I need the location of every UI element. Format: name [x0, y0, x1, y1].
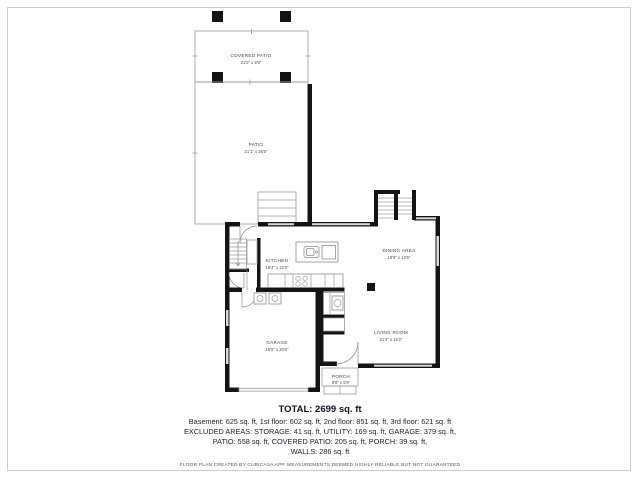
room-label-living-room: LIVING ROOM — [374, 330, 408, 335]
support-column — [367, 283, 375, 291]
exterior-walls — [225, 84, 440, 392]
room-dims-covered-patio: 21'0" x 9'8" — [240, 60, 262, 65]
kitchen-counter — [268, 274, 343, 288]
measure-ticks — [193, 29, 311, 153]
room-label-kitchen: KITCHEN — [265, 258, 289, 263]
disclaimer-text: FLOOR PLAN CREATED BY CUBICASA APP. MEASUREMENTS DEEMED HIGHLY RELIABLE BUT NOT GUARANTEED — [179, 463, 461, 468]
kitchen-island — [296, 242, 338, 262]
patio-areas-line: PATIO: 558 sq. ft, COVERED PATIO: 205 sq. ft, PORCH: 39 sq. ft, — [212, 437, 428, 446]
room-dims-kitchen: 18'4" x 12'0" — [265, 265, 289, 270]
room-label-covered-patio: COVERED PATIO — [230, 53, 272, 58]
room-dims-garage: 18'5" x 20'6" — [265, 347, 289, 352]
room-dims-dining-area: 18'9" x 13'6" — [387, 255, 411, 260]
floor-areas-line: Basement: 625 sq. ft, 1st floor: 602 sq. ft, 2nd floor: 851 sq. ft, 3rd floor: 621 sq. ft — [188, 417, 452, 426]
area-summary — [0, 404, 640, 468]
total-area-text: TOTAL: 2699 sq. ft — [278, 404, 362, 415]
laundry-appliances — [254, 293, 281, 304]
room-dims-living-room: 21'4" x 15'2" — [379, 337, 403, 342]
patio-posts — [212, 11, 291, 83]
excluded-areas-line: EXCLUDED AREAS: STORAGE: 41 sq. ft, UTILITY: 169 sq. ft, GARAGE: 379 sq. ft, — [184, 427, 456, 436]
room-dims-patio: 21'1" x 26'5" — [244, 149, 268, 154]
door-arcs — [229, 226, 358, 364]
hall-closets — [324, 293, 345, 332]
room-label-garage: GARAGE — [266, 340, 288, 345]
garage-door — [239, 388, 308, 391]
corridor-closet — [247, 240, 257, 290]
walls-area-line: WALLS: 286 sq. ft — [290, 447, 350, 456]
room-label-porch: PORCH — [331, 374, 351, 379]
room-label-dining-area: DINING AREA — [382, 248, 416, 253]
room-label-patio: PATIO — [248, 142, 264, 147]
entry-staircase — [230, 239, 247, 269]
deck-steps — [258, 192, 296, 224]
room-dims-porch: 6'8" x 5'9" — [331, 380, 351, 385]
